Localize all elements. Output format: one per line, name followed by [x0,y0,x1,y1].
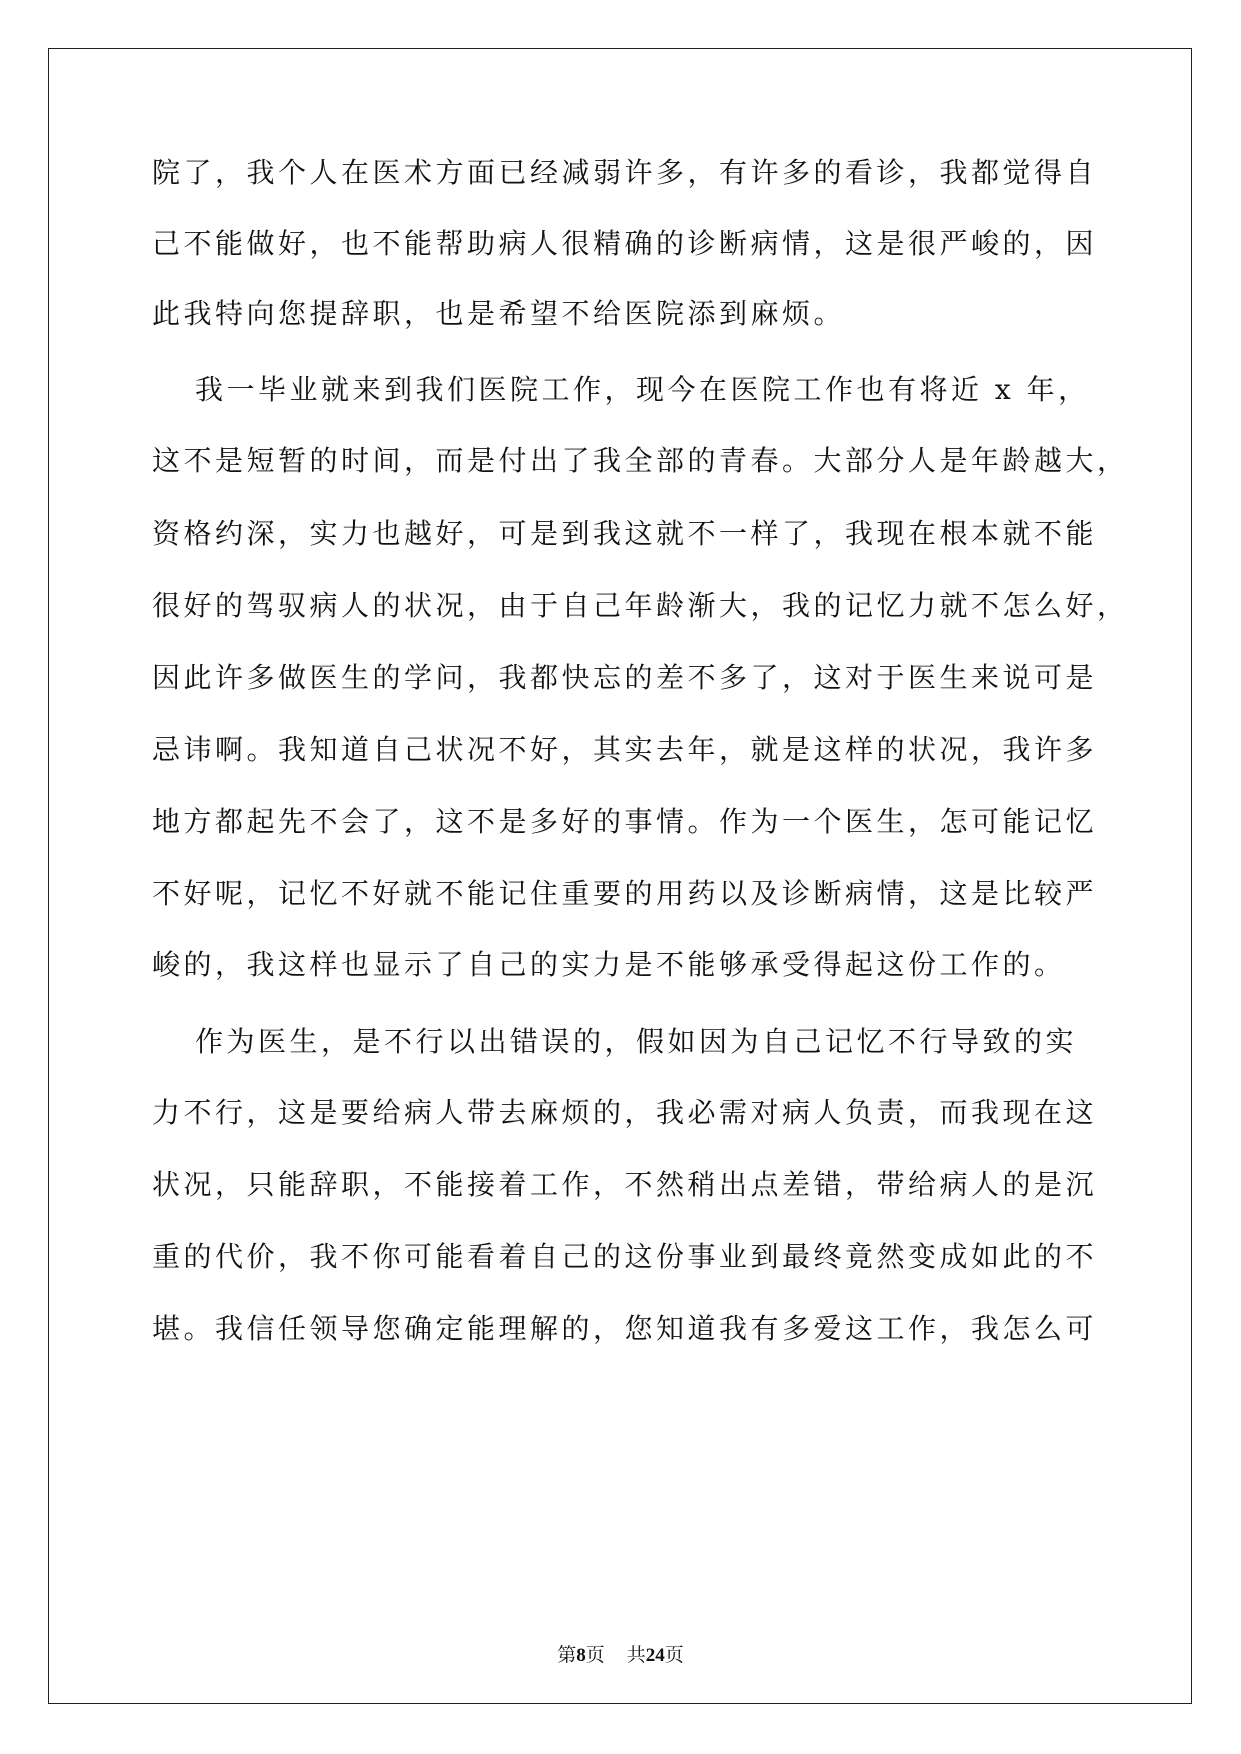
text-line: 很好的驾驭病人的状况，由于自己年龄渐大，我的记忆力就不怎么好， [152,589,1129,622]
text-line: 忌讳啊。我知道自己状况不好，其实去年，就是这样的状况，我许多 [152,733,1098,766]
paragraph-first-line: 作为医生，是不行以出错误的，假如因为自己记忆不行导致的实 [195,1025,1078,1058]
text-line: 重的代价，我不你可能看着自己的这份事业到最终竟然变成如此的不 [152,1240,1098,1273]
text-line: 状况，只能辞职，不能接着工作，不然稍出点差错，带给病人的是沉 [152,1168,1098,1201]
text-line: 这不是短暂的时间，而是付出了我全部的青春。大部分人是年龄越大， [152,444,1129,477]
text-line: 因此许多做医生的学问，我都快忘的差不多了，这对于医生来说可是 [152,661,1098,694]
page-suffix: 页 [585,1645,605,1666]
page-prefix: 第 [557,1645,577,1666]
text-line: 院了，我个人在医术方面已经减弱许多，有许多的看诊，我都觉得自 [152,156,1098,189]
total-prefix: 共 [626,1645,646,1666]
text-line: 不好呢，记忆不好就不能记住重要的用药以及诊断病情，这是比较严 [152,877,1098,910]
text-line: 地方都起先不会了，这不是多好的事情。作为一个医生，怎可能记忆 [152,805,1098,838]
total-suffix: 页 [664,1645,684,1666]
text-line: 己不能做好，也不能帮助病人很精确的诊断病情，这是很严峻的，因 [152,227,1098,260]
text-line: 峻的，我这样也显示了自己的实力是不能够承受得起这份工作的。 [152,948,1066,981]
text-line: 堪。我信任领导您确定能理解的，您知道我有多爱这工作，我怎么可 [152,1312,1098,1345]
page-number: 8 [576,1645,586,1666]
text-line: 力不行，这是要给病人带去麻烦的，我必需对病人负责，而我现在这 [152,1096,1098,1129]
paragraph-first-line: 我一毕业就来到我们医院工作，现今在医院工作也有将近 x 年， [195,373,1090,406]
text-line: 资格约深，实力也越好，可是到我这就不一样了，我现在根本就不能 [152,517,1098,550]
page-footer [0,1644,1241,1668]
total-pages: 24 [645,1645,665,1666]
text-line: 此我特向您提辞职，也是希望不给医院添到麻烦。 [152,297,846,330]
